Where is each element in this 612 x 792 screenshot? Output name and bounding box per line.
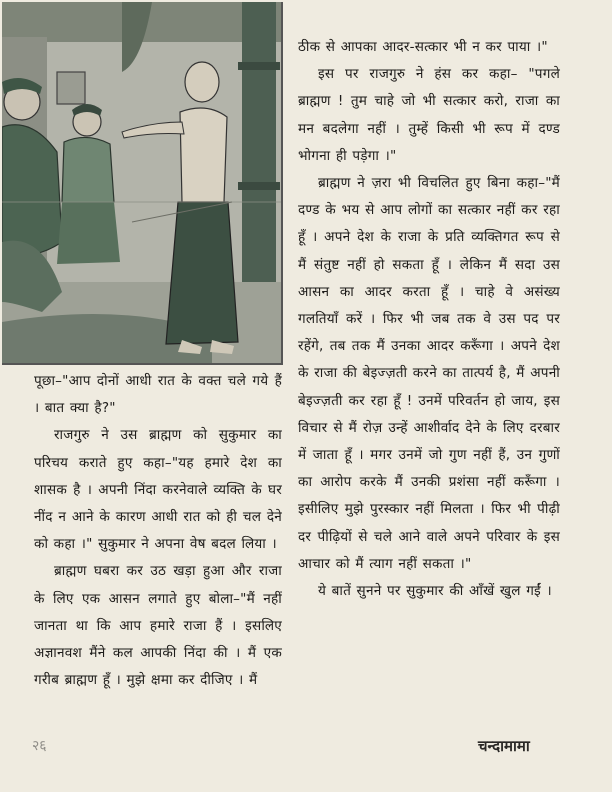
left-paragraph-2: राजगुरु ने उस ब्राह्मण को सुकुमार का परिचय कराते हुए कहा–"यह हमारे देश का शासक है । अपनी निंदा करनेवाले व्यक्ति के घर नींद न आने के कारण आधी रात को ही चल देने को कहा ।" सुकुमार ने अपना वेष बदल लिया । bbox=[34, 427, 282, 553]
right-paragraph-3: ब्राह्मण ने ज़रा भी विचलित हुए बिना कहा–"मैं दण्ड के भय से आप लोगों का सत्कार नहीं कर रहा हूँ । अपने देश के राजा के प्रति व्यक्तिगत रूप से मैं संतुष्ट नहीं हो सकता हूँ । लेकिन मैं सदा उस आसन का आदर करता हूँ । चाहे वे असंख्य गलतियाँ करें । फिर भी जब तक वे उस पद पर रहेंगे, तब तक मैं उनका आदर करूँगा । अपने देश के राजा की बेइज्ज़ती करने का तात्पर्य है, मैं अपनी बेइज्ज़ती कर रहा हूँ ! उनमें परिवर्तन हो जाय, इस विचार से मैं रोज़ उन्हें आशीर्वाद देने के लिए दरबार में जाता हूँ । मगर उनमें जो गुण नहीं हैं, उन गुणों का आरोप करके मैं उनकी प्रशंसा नहीं करूँगा । इसीलिए मुझे पुरस्कार नहीं मिलता । फिर भी पीढ़ी दर पीढ़ियों से चले आने वाले अपने परिवार के इस आचार को मैं त्याग नहीं सकता ।" bbox=[298, 175, 560, 572]
left-text-column bbox=[34, 368, 282, 694]
right-paragraph-4: ये बातें सुनने पर सुकुमार की आँखें खुल गईं । bbox=[318, 583, 552, 600]
illustration-drawing bbox=[2, 2, 281, 363]
right-paragraph-2: इस पर राजगुरु ने हंस कर कहा– "पगले ब्राह्मण ! तुम चाहे जो भी सत्कार करो, राजा का मन बदलेगा नहीं । तुम्हें किसी भी रूप में दण्ड भोगना ही पड़ेगा ।" bbox=[298, 66, 560, 164]
left-paragraph-3: ब्राह्मण घबरा कर उठ खड़ा हुआ और राजा के लिए एक आसन लगाते हुए बोला–"मैं नहीं जानता था कि आप हमारे राजा हैं । इसलिए अज्ञानवश मैंने कल आपकी निंदा की । मैं एक गरीब ब्राह्मण हूँ । मुझे क्षमा कर दीजिए । मैं bbox=[34, 563, 282, 689]
right-paragraph-1: ठीक से आपका आदर-सत्कार भी न कर पाया ।" bbox=[298, 39, 548, 55]
story-illustration bbox=[2, 2, 283, 365]
right-text-column bbox=[298, 34, 560, 605]
page-number: २६ bbox=[32, 738, 47, 754]
left-paragraph-1: पूछा–"आप दोनों आधी रात के वक्त चले गये हैं । बात क्या है?" bbox=[34, 373, 282, 417]
magazine-name: चन्दामामा bbox=[478, 737, 530, 755]
